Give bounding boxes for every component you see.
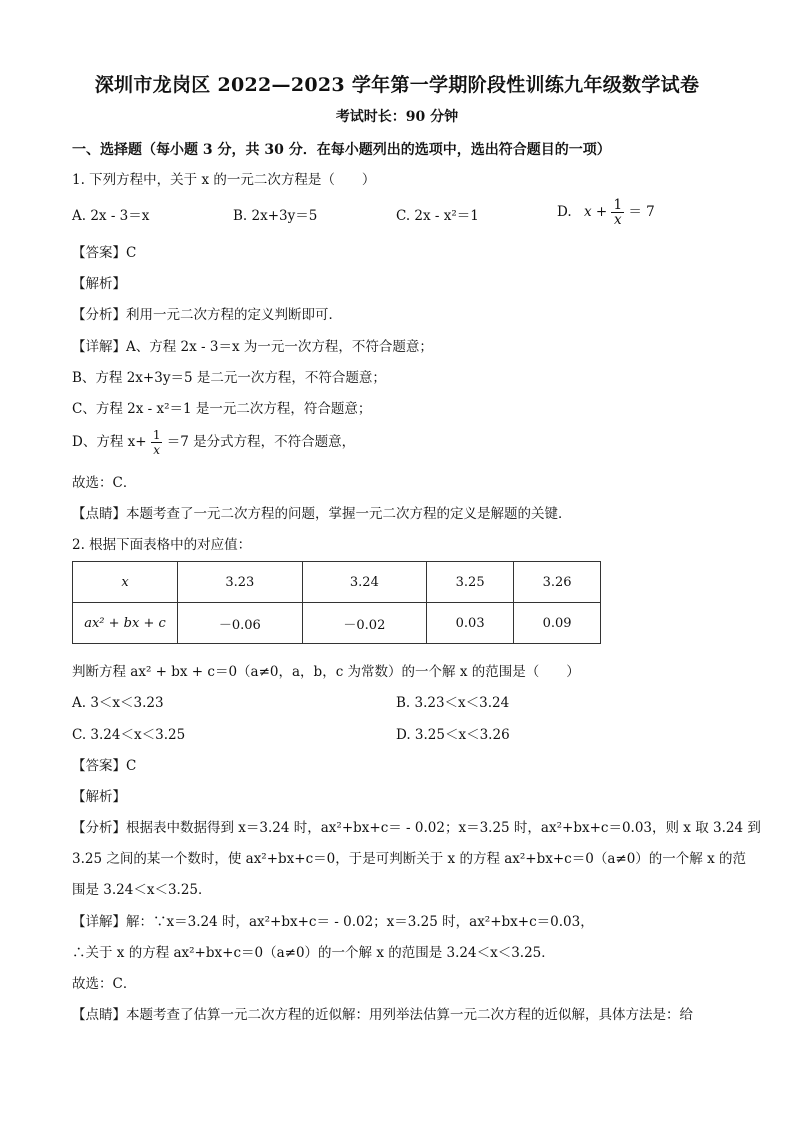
q1-detail-a: 【详解】A、方程 2x - 3＝x 为一元一次方程，不符合题意； <box>72 339 433 355</box>
table-cell: x <box>73 562 178 603</box>
q2-choose: 故选：C． <box>72 976 137 992</box>
q1-option-d-numerator: 1 <box>613 197 623 213</box>
q2-option-b: B. 3.23＜x＜3.24 <box>396 695 510 711</box>
q1-detail-b: B、方程 2x+3y＝5 是二元一次方程，不符合题意； <box>72 370 386 386</box>
q1-option-d <box>557 198 655 227</box>
table-row <box>73 603 601 644</box>
q1-option-c: C. 2x - x²＝1 <box>396 208 479 224</box>
q1-option-d-rhs: ＝ 7 <box>628 204 655 220</box>
q2-analysis-line-2: 3.25 之间的某一个数时，使 ax²+bx+c＝0，于是可判断关于 x 的方程 ax²+bx+c＝0（a≠0）的一个解 x 的范 <box>72 851 746 867</box>
table-cell: 0.03 <box>427 603 514 644</box>
q2-question: 判断方程 ax² + bx + c＝0（a≠0，a，b，c 为常数）的一个解 x 的范围是（ ） <box>72 664 580 680</box>
table-cell: 3.25 <box>427 562 514 603</box>
q1-detail-d <box>72 428 355 457</box>
table-cell: －0.02 <box>302 603 427 644</box>
q1-detail-d-post: ＝7 是分式方程，不符合题意， <box>166 434 356 450</box>
exam-duration: 考试时长：90 分钟 <box>335 109 459 125</box>
table-cell: 3.26 <box>514 562 601 603</box>
page-title: 深圳市龙岗区 2022—2023 学年第一学期阶段性训练九年级数学试卷 <box>94 74 700 96</box>
table-cell: 3.23 <box>178 562 303 603</box>
q1-option-d-fraction <box>611 198 624 227</box>
q1-analysis: 【分析】利用一元二次方程的定义判断即可． <box>72 307 342 323</box>
q2-analysis-heading: 【解析】 <box>72 789 126 805</box>
q1-option-d-denominator: x <box>613 212 622 228</box>
table-cell: －0.06 <box>178 603 303 644</box>
q2-stem: 2. 根据下面表格中的对应值： <box>72 537 252 553</box>
table-cell: 0.09 <box>514 603 601 644</box>
q1-detail-d-fraction <box>151 428 163 457</box>
table-row <box>73 562 601 603</box>
q2-analysis-line-1: 【分析】根据表中数据得到 x＝3.24 时，ax²+bx+c＝ - 0.02；x＝3.25 时，ax²+bx+c＝0.03，则 x 取 3.24 到 <box>72 820 761 836</box>
q2-option-a: A. 3＜x＜3.23 <box>72 695 164 711</box>
section-heading: 一、选择题（每小题 3 分，共 30 分．在每小题列出的选项中，选出符合题目的一项） <box>72 142 611 158</box>
table-cell: 3.24 <box>302 562 427 603</box>
q1-analysis-heading: 【解析】 <box>72 276 126 292</box>
q2-option-c: C. 3.24＜x＜3.25 <box>72 727 186 743</box>
q1-option-d-label: D. <box>557 204 572 220</box>
q2-comment: 【点睛】本题考查了估算一元二次方程的近似解：用列举法估算一元二次方程的近似解，具体方法是：给 <box>72 1007 693 1023</box>
q1-detail-d-denominator: x <box>153 443 161 457</box>
q1-detail-c: C、方程 2x - x²＝1 是一元二次方程，符合题意； <box>72 401 372 417</box>
q2-option-d: D. 3.25＜x＜3.26 <box>396 727 510 743</box>
q1-comment: 【点睛】本题考查了一元二次方程的问题，掌握一元二次方程的定义是解题的关键． <box>72 506 572 522</box>
q1-detail-d-numerator: 1 <box>152 428 161 442</box>
q2-detail-line-2: ∴关于 x 的方程 ax²+bx+c＝0（a≠0）的一个解 x 的范围是 3.24＜x＜3.25． <box>72 945 555 961</box>
q1-option-a: A. 2x - 3＝x <box>72 208 150 224</box>
q1-answer: 【答案】C <box>72 245 137 261</box>
q2-answer: 【答案】C <box>72 758 137 774</box>
q1-option-b: B. 2x+3y＝5 <box>233 208 318 224</box>
table-cell: ax² + bx + c <box>73 603 178 644</box>
value-table <box>72 561 601 644</box>
q2-analysis-line-3: 围是 3.24＜x＜3.25． <box>72 882 212 898</box>
q1-option-d-lhs: x + <box>583 204 608 220</box>
q1-detail-d-pre: D、方程 x+ <box>72 434 147 450</box>
q2-detail-line-1: 【详解】解：∵x＝3.24 时，ax²+bx+c＝ - 0.02；x＝3.25 时，ax²+bx+c＝0.03， <box>72 914 594 930</box>
q1-stem: 1. 下列方程中，关于 x 的一元二次方程是（ ） <box>72 172 376 188</box>
q1-choose: 故选：C． <box>72 475 137 491</box>
